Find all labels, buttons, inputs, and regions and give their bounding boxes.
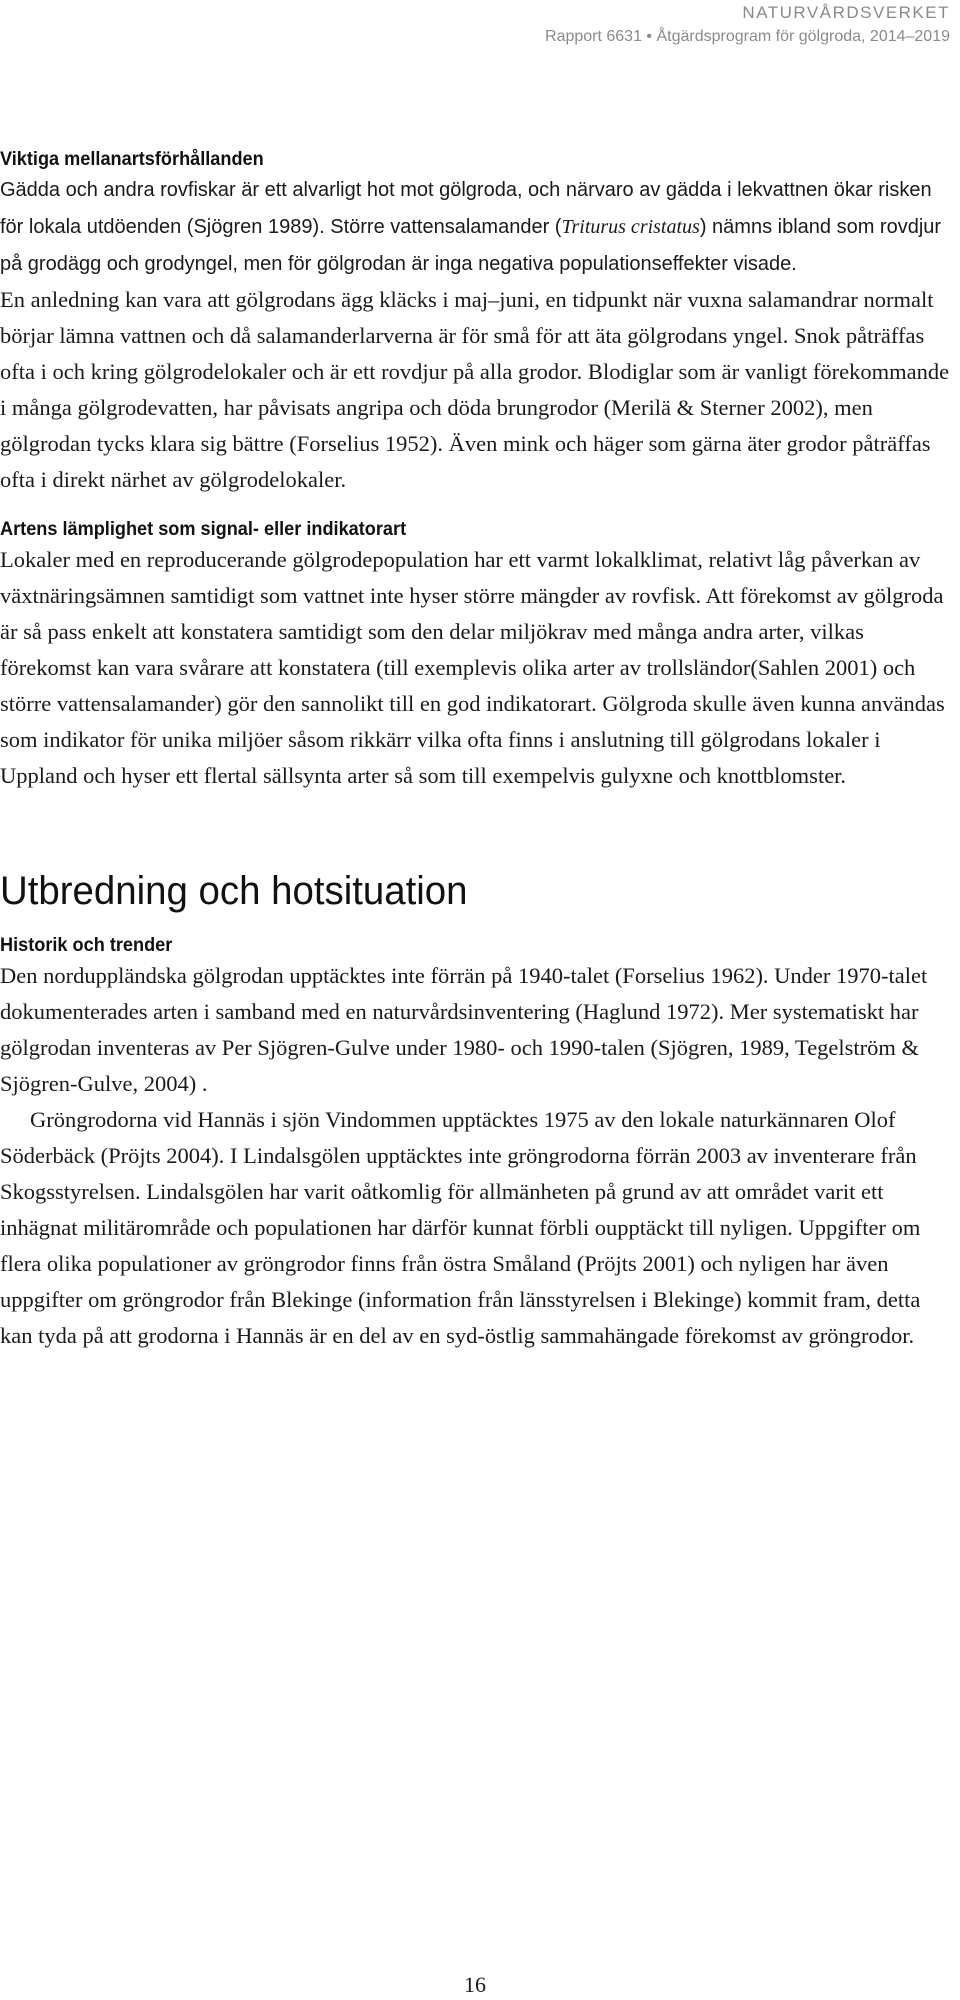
paragraph-history: Den norduppländska gölgrodan upptäcktes inte förrän på 1940-talet (Forselius 1962). Under 1970-talet dokumenterades arten i samband med en naturvårdsinventering (Haglund 1972). Mer systematiskt har gölgrodan inventeras av Per Sjögren-Gulve under 1980- och 1990-talen (Sjögren, 1989, Tegelström & Sjögren-Gulve, 2004) .: [0, 963, 928, 1097]
page-content: [0, 146, 955, 1354]
section-heading: Viktiga mellanartsförhållanden: [0, 148, 264, 170]
text-run: ) nämns ibland som rovdjur på grodägg och grodyngel, men för gölgrodan är inga negativa populationseffekter visade.: [0, 215, 942, 275]
text-run: Gädda och andra rovfiskar är ett alvarligt hot mot gölgroda, och närvaro av gädda i lekvattnen ökar risken för lokala utdöenden (Sjögren 1989). Större vattensalamander (: [0, 179, 932, 238]
species-name: Triturus cristatus: [561, 215, 700, 238]
report-title: Rapport 6631 • Åtgärdsprogram för gölgroda, 2014–2019: [545, 28, 950, 45]
organization-name: NATURVÅRDSVERKET: [742, 3, 950, 22]
paragraph-predators-detail: En anledning kan vara att gölgrodans ägg kläcks i maj–juni, en tidpunkt när vuxna salamandrar normalt börjar lämna vattnen och då salamanderlarverna är för små för att äta gölgrodans yngel. Snok påträffas ofta i och kring gölgrodelokaler och är ett rovdjur på alla grodor. Blodiglar som är vanligt förekommande i många gölgrodevatten, har påvisats angripa och döda brungrodor (Merilä & Sterner 2002), men gölgrodan tycks klara sig bättre (Forselius 1952). Även mink och häger som gärna äter grodor påträffas ofta i direkt närhet av gölgrodelokaler.: [0, 287, 950, 493]
section-heading: Historik och trender: [0, 934, 173, 957]
paragraph-discoveries: Gröngrodorna vid Hannäs i sjön Vindommen upptäcktes 1975 av den lokale naturkännaren Olof Söderbäck (Pröjts 2004). I Lindalsgölen upptäcktes inte gröngrodorna förrän 2003 av inventerare från Skogsstyrelsen. Lindalsgölen har varit oåtkomlig för allmänheten på grund av att området varit ett inhägnat militärområde och populationen har därför kunnat förbli oupptäckt till nyligen. Uppgifter om flera olika populationer av gröngrodor finns från östra Småland (Pröjts 2001) och nyligen har även uppgifter om gröngrodor från Blekinge (information från länsstyrelsen i Blekinge) kommit fram, detta kan tyda på att grodorna i Hannäs är en del av en syd-östlig sammahängade förekomst av gröngrodor.: [0, 1107, 921, 1349]
paragraph-predators-intro: [0, 172, 955, 282]
section-indicator: [0, 516, 955, 794]
running-header: [545, 0, 950, 48]
chapter-heading: Utbredning och hotsituation: [0, 869, 468, 914]
section-distribution: [0, 866, 955, 1354]
section-predators: [0, 146, 955, 498]
paragraph-indicator: Lokaler med en reproducerande gölgrodepopulation har ett varmt lokalklimat, relativt låg påverkan av växtnäringsämnen samtidigt som vattnet inte hyser större mängder av rovfisk. Att förekomst av gölgroda är så pass enkelt att konstatera samtidigt som den delar miljökrav med många andra arter, vilkas förekomst kan vara svårare att konstatera (till exemplevis olika arter av trollsländor(Sahlen 2001) och större vattensalamander) gör den sannolikt till en god indikatorart. Gölgroda skulle även kunna användas som indikator för unika miljöer såsom rikkärr vilka ofta finns i anslutning till gölgrodans lokaler i Uppland och hyser ett flertal sällsynta arter så som till exempelvis gulyxne och knottblomster.: [0, 547, 945, 789]
section-heading: Artens lämplighet som signal- eller indikatorart: [0, 518, 407, 541]
page-number: 16: [464, 1972, 486, 1997]
